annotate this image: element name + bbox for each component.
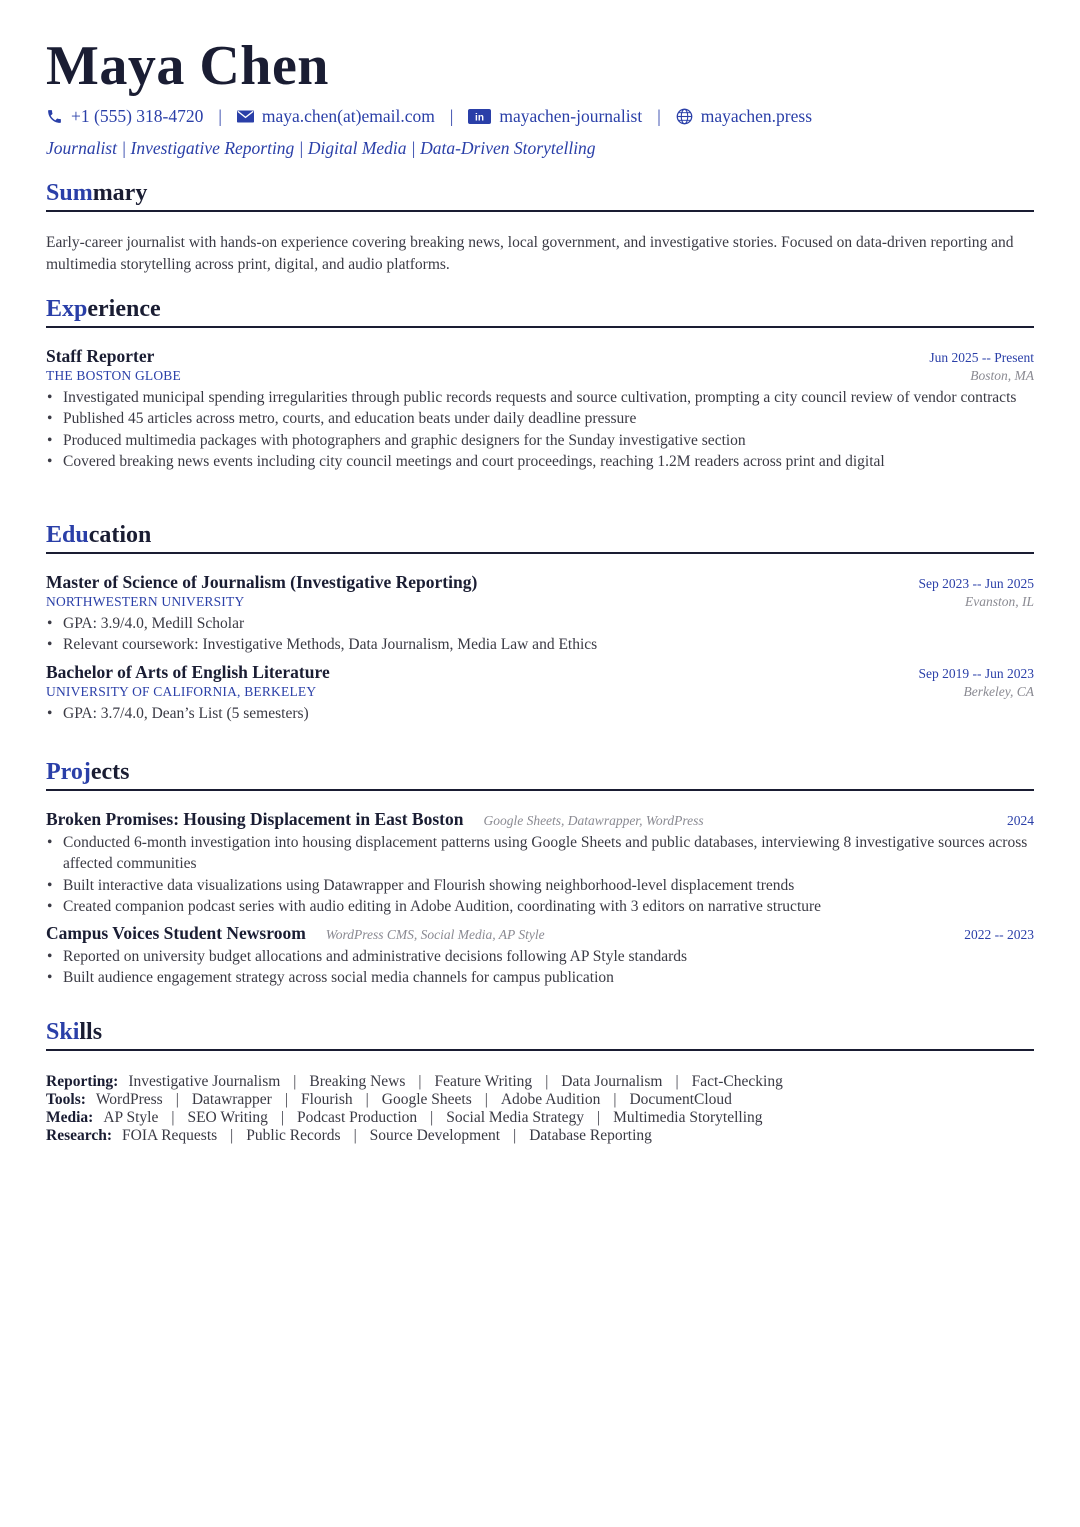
list-item: • Relevant coursework: Investigative Methods, Data Journalism, Media Law and Ethics [46,634,1034,655]
section-title: Summary [46,180,148,206]
list-item: • Conducted 6-month investigation into housing displacement patterns using Google Sheets and public databases, interviewing 8 investigative sources across affected communities [46,832,1034,875]
job-dates: Jun 2025 -- Present [929,350,1034,365]
contact-phone[interactable] [46,106,203,127]
education-section [46,520,1034,724]
contact-email[interactable] [237,106,435,127]
school-name: NORTHWESTERN UNIVERSITY [46,594,245,609]
section-title: Education [46,522,152,548]
tagline: Journalist | Investigative Reporting | Digital Media | Data-Driven Storytelling [46,138,596,158]
project-tech: Google Sheets, Datawrapper, WordPress [483,813,704,828]
list-item: • Covered breaking news events including city council meetings and court proceedings, reaching 1.2M readers across print and digital [46,451,1034,472]
degree-title: Master of Science of Journalism (Investigative Reporting) [46,572,478,592]
list-item: • Built interactive data visualizations using Datawrapper and Flourish showing neighborhood-level displacement trends [46,875,1034,896]
contact-website[interactable] [676,106,812,127]
education-bullets [46,613,1034,656]
employer: THE BOSTON GLOBE [46,368,181,383]
project-bullets [46,832,1034,917]
school-location: Evanston, IL [965,594,1034,609]
summary-text: Early-career journalist with hands-on experience covering breaking news, local government, and investigative stories. Focused on data-driven reporting and multimedia storytelling across print, digital, and audio platforms. [46,234,1014,273]
phone-icon [46,108,63,125]
experience-entry [46,346,1034,472]
education-entry [46,662,1034,724]
project-name: Campus Voices Student Newsroom [46,923,306,944]
summary-section [46,178,1034,275]
project-entry [46,923,1034,989]
education-dates: Sep 2023 -- Jun 2025 [918,576,1034,591]
list-item: • Created companion podcast series with audio editing in Adobe Audition, coordinating with 3 editors on narrative structure [46,896,1034,917]
skill-row: Reporting: Investigative Journalism | Breaking News | Feature Writing | Data Journalism | Fact-Checking [46,1073,783,1090]
list-item: • GPA: 3.9/4.0, Medill Scholar [46,613,1034,634]
list-item: • GPA: 3.7/4.0, Dean’s List (5 semesters) [46,703,1034,724]
list-item: • Produced multimedia packages with photographers and graphic designers for the Sunday investigative section [46,430,1034,451]
education-entry [46,572,1034,656]
skill-row: Tools: WordPress | Datawrapper | Flourish | Google Sheets | Adobe Audition | DocumentCloud [46,1091,732,1108]
project-tech: WordPress CMS, Social Media, AP Style [325,927,545,943]
section-divider [46,326,1034,328]
skill-row: Research: FOIA Requests | Public Records | Source Development | Database Reporting [46,1127,652,1144]
website-text: mayachen.press [700,105,813,126]
first-name: Maya [46,35,185,97]
school-name: UNIVERSITY OF CALIFORNIA, BERKELEY [46,683,317,699]
email-icon [237,110,254,123]
resume-page [46,30,1034,1144]
skill-category: Media: [46,1109,94,1126]
list-item: • Built audience engagement strategy across social media channels for campus publication [46,967,1034,988]
linkedin-text: mayachen-journalist [499,105,643,126]
project-dates: 2022 -- 2023 [964,927,1034,943]
project-bullets [46,946,1034,989]
contact-linkedin[interactable] [468,106,642,127]
job-title: Staff Reporter [46,346,155,366]
job-location: Boston, MA [970,368,1034,383]
email-text: maya.chen(at)email.com [261,105,435,126]
globe-icon [676,108,693,125]
section-divider [46,210,1034,212]
list-item: • Reported on university budget allocations and administrative decisions following AP Style standards [46,946,1034,967]
section-divider [46,552,1034,554]
education-dates: Sep 2019 -- Jun 2023 [918,665,1034,681]
skills-list [46,1073,1034,1145]
contact-separator: | [657,105,661,126]
experience-section [46,294,1034,472]
section-title: Projects [46,759,130,785]
section-title: Experience [46,296,161,322]
svg-text:in: in [475,112,485,123]
project-name: Broken Promises: Housing Displacement in East Boston [46,809,464,829]
skill-category: Research: [46,1127,112,1144]
section-divider [46,789,1034,791]
contact-bar [46,102,1034,130]
contact-separator: | [449,105,454,126]
project-entry [46,809,1034,917]
phone-text: +1 (555) 318-4720 [71,105,204,126]
list-item: • Published 45 articles across metro, courts, and education beats under daily deadline pressure [46,408,1034,429]
list-item: • Investigated municipal spending irregularities through public records requests and source cultivation, prompting a city council review of vendor contracts [46,387,1034,408]
skill-row: Media: AP Style | SEO Writing | Podcast Production | Social Media Strategy | Multimedia Storytelling [46,1109,763,1126]
contact-separator: | [218,105,222,126]
education-bullets [46,703,1034,724]
job-bullets [46,387,1034,472]
skills-section [46,1017,1034,1145]
degree-title: Bachelor of Arts of English Literature [46,661,330,682]
candidate-name [46,30,1034,102]
skill-category: Reporting: [46,1073,119,1090]
projects-section [46,757,1034,989]
school-location: Berkeley, CA [963,683,1034,699]
skill-category: Tools: [46,1091,86,1108]
last-name: Chen [199,35,329,97]
section-title: Skills [46,1019,103,1045]
project-dates: 2024 [1007,813,1034,828]
linkedin-icon [468,109,491,124]
section-divider [46,1049,1034,1051]
